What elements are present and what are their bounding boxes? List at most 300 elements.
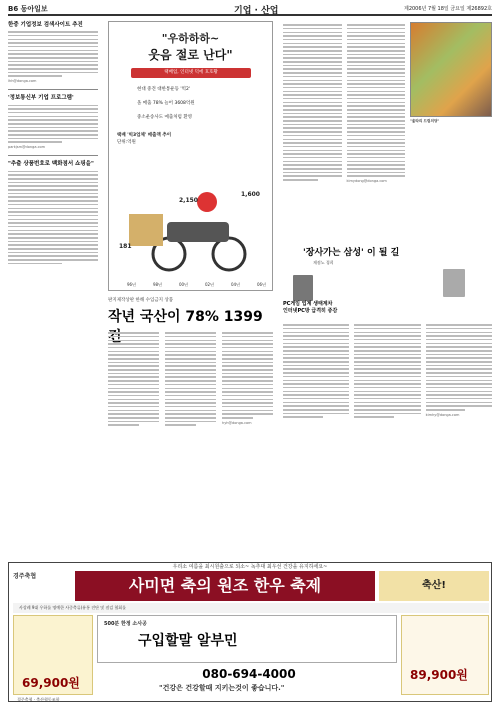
text-line	[108, 417, 159, 419]
text-line	[283, 120, 342, 122]
text-line	[283, 135, 342, 137]
text-line	[347, 120, 406, 122]
text-line	[8, 123, 98, 125]
mid-column	[108, 330, 159, 428]
text-line	[426, 402, 492, 404]
text-line	[347, 32, 406, 34]
text-line	[283, 383, 349, 385]
mid-article-headline: 작년 국산이 78% 1399	[108, 309, 263, 325]
text-line	[8, 252, 98, 254]
text-line	[8, 75, 62, 77]
pc-column	[354, 322, 420, 420]
text-line	[347, 157, 406, 159]
text-line	[283, 124, 342, 126]
photo-caption-title: "울타리 드림의당"	[410, 119, 440, 123]
text-line	[165, 421, 216, 423]
text-line	[283, 328, 349, 330]
ad-phone-number: 080-694-4000	[202, 667, 296, 681]
text-line	[426, 343, 492, 345]
text-line	[108, 369, 159, 371]
infographic-line-2: 올 매출 78% 늘어 3608억원	[137, 101, 195, 106]
ad-center-title: 구입할말 알부민	[138, 633, 238, 649]
text-line	[354, 409, 420, 411]
text-line	[8, 116, 98, 118]
text-line	[222, 362, 273, 364]
text-line	[222, 336, 273, 338]
text-line	[8, 182, 98, 184]
pc-column	[283, 322, 349, 420]
text-line	[8, 215, 98, 217]
text-line	[347, 168, 406, 170]
text-line	[354, 394, 420, 396]
text-line	[108, 362, 159, 364]
text-line	[283, 61, 342, 63]
ad-top-line: 우리소 여름을 최시원출으로 되소~ 녹추대 최우선 건강을 유지하세요~	[9, 563, 491, 571]
text-line	[283, 24, 342, 26]
text-line	[283, 105, 342, 107]
text-line	[8, 53, 98, 55]
text-line	[283, 339, 349, 341]
text-line	[347, 65, 406, 67]
text-line	[8, 171, 98, 173]
text-line	[283, 68, 342, 70]
text-line	[108, 388, 159, 390]
text-line	[108, 358, 159, 360]
text-line	[222, 417, 253, 419]
text-line	[165, 424, 196, 426]
text-line	[8, 219, 98, 221]
ad-center-subtitle: 500분 한정 소사공	[104, 621, 147, 627]
reporter-email: parkjsm@donga.com	[8, 145, 46, 150]
text-line	[347, 68, 406, 70]
text-line	[354, 372, 420, 374]
text-line	[426, 372, 492, 374]
text-line	[283, 365, 349, 367]
text-line	[426, 339, 492, 341]
text-line	[283, 87, 342, 89]
text-line	[347, 87, 406, 89]
text-line	[108, 410, 159, 412]
text-line	[108, 340, 159, 342]
text-line	[8, 64, 98, 66]
text-line	[347, 72, 406, 74]
text-line	[426, 398, 492, 400]
chart-tick-label: 04년	[231, 282, 240, 287]
chart-tick-label: 00년	[179, 282, 188, 287]
text-line	[108, 336, 159, 338]
text-line	[426, 394, 492, 396]
text-line	[8, 105, 98, 107]
infographic-title-1: "우하하하~	[161, 32, 220, 45]
text-line	[222, 391, 273, 393]
text-line	[354, 376, 420, 378]
ad-product-right	[401, 615, 489, 695]
text-line	[426, 409, 466, 411]
text-line	[347, 131, 406, 133]
text-line	[283, 391, 349, 393]
text-line	[283, 153, 342, 155]
text-line	[222, 413, 273, 415]
text-line	[354, 405, 420, 407]
chart-tick-label: 98년	[153, 282, 162, 287]
text-line	[165, 395, 216, 397]
column-title: '장사가는 삼성' 이 될 길	[303, 248, 400, 258]
text-line	[222, 388, 273, 390]
text-line	[283, 131, 342, 133]
text-line	[354, 328, 420, 330]
chart-caption: 택배 '빅3업체' 매출액 추이	[117, 133, 172, 138]
right-article-columns	[283, 22, 405, 184]
text-line	[8, 189, 98, 191]
text-line	[8, 204, 98, 206]
text-line	[8, 42, 98, 44]
text-line	[283, 161, 342, 163]
text-line	[354, 387, 420, 389]
text-line	[222, 351, 273, 353]
text-line	[354, 354, 420, 356]
text-line	[347, 91, 406, 93]
text-line	[283, 361, 349, 363]
text-line	[165, 380, 216, 382]
text-line	[283, 372, 349, 374]
text-line	[165, 384, 216, 386]
text-line	[222, 354, 273, 356]
text-line	[222, 358, 273, 360]
text-line	[222, 399, 273, 401]
text-line	[108, 402, 159, 404]
text-line	[8, 72, 98, 74]
text-line	[283, 416, 323, 418]
gift-box-icon	[129, 214, 163, 246]
text-line	[222, 369, 273, 371]
text-line	[354, 416, 394, 418]
text-line	[354, 332, 420, 334]
photo-caption	[410, 119, 492, 124]
text-line	[347, 35, 406, 37]
text-line	[283, 409, 349, 411]
text-line	[8, 112, 98, 114]
text-line	[108, 391, 159, 393]
text-line	[426, 354, 492, 356]
author-photo	[443, 269, 465, 297]
text-line	[222, 376, 273, 378]
chart-data-label: 181	[119, 243, 132, 250]
text-line	[8, 185, 98, 187]
text-line	[283, 72, 342, 74]
ad-price-right: 89,900원	[410, 668, 468, 682]
text-line	[165, 351, 216, 353]
text-line	[354, 380, 420, 382]
text-line	[283, 116, 342, 118]
text-line	[222, 365, 273, 367]
infographic-line-3: 중소운송사도 예출처럼 환영	[137, 115, 193, 120]
text-line	[283, 57, 342, 59]
text-line	[347, 43, 406, 45]
text-line	[222, 347, 273, 349]
text-line	[8, 35, 98, 37]
text-line	[283, 98, 342, 100]
text-line	[8, 61, 98, 63]
pc-article-body	[283, 322, 492, 552]
text-line	[8, 244, 98, 246]
text-line	[426, 368, 492, 370]
text-line	[108, 347, 159, 349]
divider	[8, 89, 98, 90]
text-line	[347, 39, 406, 41]
ad-slogan: "건강은 건강할때 지키는것이 좋습니다."	[159, 684, 285, 692]
ad-price-left: 69,900원	[22, 676, 80, 690]
text-line	[8, 141, 62, 143]
text-line	[165, 365, 216, 367]
text-line	[8, 68, 98, 70]
text-line	[8, 108, 98, 110]
text-line	[108, 351, 159, 353]
text-line	[354, 324, 420, 326]
text-line	[108, 421, 159, 423]
text-line	[283, 387, 349, 389]
text-line	[8, 138, 98, 140]
text-line	[283, 50, 342, 52]
text-line	[283, 376, 349, 378]
motorbike-icon	[167, 222, 229, 242]
text-line	[165, 347, 216, 349]
text-line	[347, 146, 406, 148]
text-line	[426, 335, 492, 337]
text-line	[283, 324, 349, 326]
text-line	[283, 46, 342, 48]
text-line	[283, 139, 342, 141]
text-line	[108, 354, 159, 356]
chart-data-label: 2,150	[179, 197, 198, 204]
text-line	[283, 179, 318, 181]
text-line	[108, 376, 159, 378]
text-line	[354, 346, 420, 348]
text-line	[283, 146, 342, 148]
text-line	[8, 174, 98, 176]
column-author: 재점노 경희	[313, 260, 334, 265]
chart-tick-label: 96년	[127, 282, 136, 287]
text-line	[283, 76, 342, 78]
text-line	[108, 373, 159, 375]
text-line	[347, 172, 406, 174]
text-line	[8, 130, 98, 132]
left-article-headline-2: '정보통신부 기업 프로그램'	[8, 95, 74, 102]
text-line	[165, 388, 216, 390]
mid-column	[222, 330, 273, 428]
text-line	[165, 354, 216, 356]
text-line	[8, 230, 98, 232]
text-line	[426, 376, 492, 378]
text-line	[354, 383, 420, 385]
text-line	[165, 332, 216, 334]
chart-tick-label: 06년	[257, 282, 266, 287]
text-line	[354, 402, 420, 404]
text-line	[283, 28, 342, 30]
text-line	[283, 172, 342, 174]
text-line	[426, 380, 492, 382]
text-line	[8, 211, 98, 213]
text-line	[222, 402, 273, 404]
text-line	[426, 350, 492, 352]
text-line	[8, 119, 98, 121]
text-line	[165, 362, 216, 364]
text-line	[354, 391, 420, 393]
chart-ticks	[127, 281, 266, 287]
text-line	[426, 383, 492, 385]
text-line	[347, 153, 406, 155]
text-line	[108, 332, 159, 334]
text-line	[347, 175, 406, 177]
text-line	[347, 94, 406, 96]
text-line	[222, 406, 273, 408]
text-line	[8, 255, 98, 257]
text-line	[8, 263, 62, 265]
text-line	[222, 373, 273, 375]
text-line	[283, 335, 349, 337]
text-line	[165, 399, 216, 401]
text-line	[426, 332, 492, 334]
text-line	[165, 391, 216, 393]
text-line	[347, 50, 406, 52]
left-article-headline-1: 한중 기업정보 검색사이트 추진	[8, 22, 83, 28]
santa-icon	[197, 192, 217, 212]
text-line	[283, 39, 342, 41]
text-line	[347, 83, 406, 85]
text-line	[108, 343, 159, 345]
pc-column	[426, 322, 492, 420]
text-line	[347, 105, 406, 107]
text-line	[283, 102, 342, 104]
text-line	[108, 406, 159, 408]
text-line	[222, 343, 273, 345]
infographic-title-2: 웃음 절로 난다"	[148, 48, 233, 62]
text-line	[165, 373, 216, 375]
text-line	[8, 241, 98, 243]
text-line	[347, 46, 406, 48]
text-line	[283, 80, 342, 82]
text-line	[8, 226, 98, 228]
right-column	[283, 22, 342, 184]
text-line	[354, 357, 420, 359]
page-header	[8, 4, 492, 16]
left-column	[8, 22, 98, 582]
text-line	[8, 259, 98, 261]
text-line	[354, 361, 420, 363]
text-line	[283, 91, 342, 93]
text-line	[8, 134, 98, 136]
text-line	[283, 150, 342, 152]
text-line	[283, 413, 349, 415]
text-line	[347, 127, 406, 129]
text-line	[283, 402, 349, 404]
text-line	[8, 50, 98, 52]
text-line	[165, 410, 216, 412]
text-line	[283, 32, 342, 34]
text-line	[283, 354, 349, 356]
text-line	[354, 350, 420, 352]
text-line	[283, 35, 342, 37]
text-line	[426, 361, 492, 363]
text-line	[347, 57, 406, 59]
ad-main-banner: 사미면 축의 원조 한우 축제	[75, 571, 375, 601]
text-line	[347, 124, 406, 126]
text-line	[283, 94, 342, 96]
text-line	[283, 127, 342, 129]
ad-organization: 경주축협 · 축산협동조합	[17, 697, 60, 702]
page-number: B6 동아일보	[8, 5, 48, 13]
text-line	[8, 200, 98, 202]
text-line	[354, 365, 420, 367]
text-line	[165, 358, 216, 360]
text-line	[347, 150, 406, 152]
text-line	[354, 343, 420, 345]
reporter-email: lhh@donga.com	[8, 79, 37, 84]
text-line	[426, 324, 492, 326]
infographic-line-1: 현대 중견 대한통운등 '빅2'	[137, 87, 191, 92]
text-line	[8, 193, 98, 195]
text-line	[8, 237, 98, 239]
text-line	[283, 83, 342, 85]
ad-product-left	[13, 615, 93, 695]
text-line	[347, 135, 406, 137]
text-line	[426, 346, 492, 348]
right-column	[347, 22, 406, 184]
ad-brand-logo	[13, 571, 83, 599]
pc-article-title-2: 인터넷PC방 급격히 증감	[283, 308, 338, 314]
text-line	[165, 413, 216, 415]
text-line	[283, 109, 342, 111]
pc-article-header	[283, 300, 405, 314]
text-line	[347, 113, 406, 115]
text-line	[165, 376, 216, 378]
text-line	[283, 405, 349, 407]
infographic-banner: 택배업, 인터넷 덕에 호호황	[131, 68, 251, 78]
delivery-chart	[109, 144, 274, 292]
text-line	[8, 31, 98, 33]
bottom-advertisement	[8, 562, 492, 702]
text-line	[347, 24, 406, 26]
text-line	[283, 43, 342, 45]
mid-column	[165, 330, 216, 428]
text-line	[347, 54, 406, 56]
text-line	[426, 365, 492, 367]
text-line	[347, 28, 406, 30]
text-line	[108, 399, 159, 401]
text-line	[165, 369, 216, 371]
pc-article-title-1: PC게임 업계 생태계차	[283, 301, 333, 307]
text-line	[165, 417, 216, 419]
ad-product-center	[97, 615, 397, 663]
text-line	[8, 233, 98, 235]
text-line	[347, 139, 406, 141]
news-photo	[410, 22, 492, 117]
text-line	[283, 368, 349, 370]
text-line	[8, 46, 98, 48]
chart-data-label: 1,600	[241, 191, 260, 198]
ad-brand: 경주축협	[13, 573, 37, 580]
text-line	[165, 336, 216, 338]
text-line	[283, 398, 349, 400]
text-line	[347, 98, 406, 100]
delivery-infographic	[108, 21, 273, 291]
text-line	[283, 157, 342, 159]
text-line	[283, 142, 342, 144]
section-title: 기업 · 산업	[234, 6, 279, 16]
text-line	[283, 332, 349, 334]
text-line	[283, 175, 342, 177]
text-line	[222, 380, 273, 382]
text-line	[8, 178, 98, 180]
